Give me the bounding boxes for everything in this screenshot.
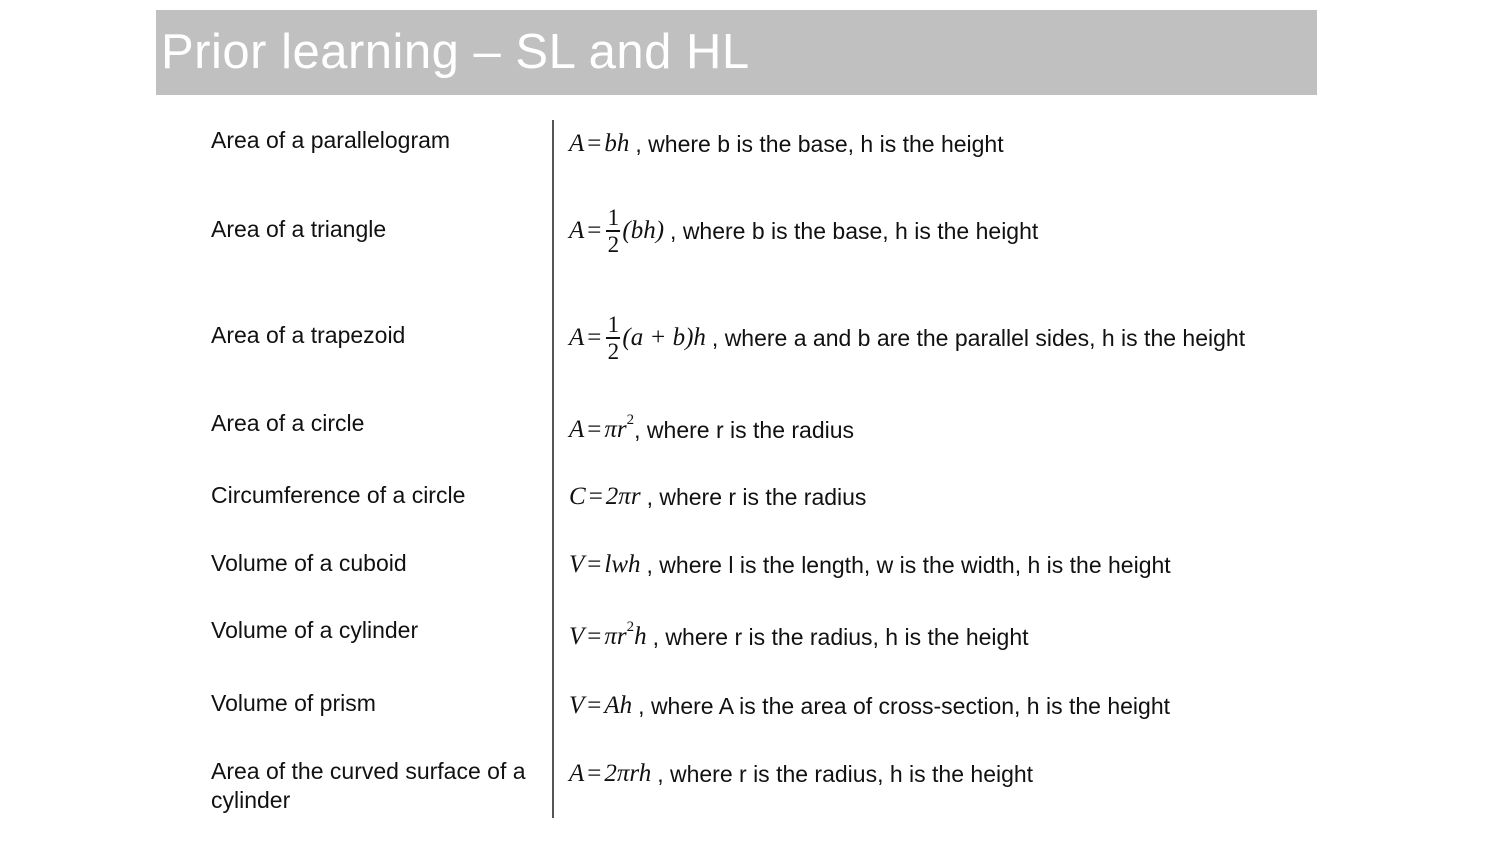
row-label-circumference: Circumference of a circle — [211, 482, 466, 508]
fraction — [606, 206, 620, 256]
formula-cylinder-volume — [569, 620, 1029, 654]
formula-expression: πr — [604, 623, 627, 650]
page-title: Prior learning – SL and HL — [161, 25, 750, 79]
formula-equals: = — [587, 416, 602, 443]
formula-description: , where r is the radius, h is the height — [657, 760, 1034, 787]
formula-lhs: A — [569, 217, 585, 244]
fraction — [606, 313, 620, 363]
formula-prism — [569, 690, 1170, 722]
formula-lhs: V — [569, 692, 585, 719]
formula-lhs: A — [569, 760, 585, 787]
fraction-numerator: 1 — [607, 312, 620, 338]
formula-expression: 2πrh — [604, 760, 652, 787]
row-label-circle-area: Area of a circle — [211, 410, 365, 436]
formula-expression-tail: h — [634, 623, 647, 650]
formula-lhs: A — [569, 130, 585, 157]
formula-lhs: V — [569, 551, 585, 578]
formula-description: , where b is the base, h is the height — [670, 217, 1039, 244]
row-label-cuboid: Volume of a cuboid — [211, 550, 407, 576]
formula-expression: bh — [604, 130, 630, 157]
formula-curved-surface — [569, 758, 1033, 790]
row-label-cylinder-volume: Volume of a cylinder — [211, 617, 419, 643]
title-bar — [156, 10, 1317, 95]
formula-description: , where l is the length, w is the width, h is the height — [646, 551, 1171, 578]
row-label-parallelogram: Area of a parallelogram — [211, 127, 451, 153]
formula-equals: = — [588, 483, 603, 510]
formula-exponent: 2 — [626, 411, 635, 428]
formula-equals: = — [587, 623, 602, 650]
formula-lhs: C — [569, 483, 586, 510]
column-divider — [552, 120, 554, 818]
formula-description: , where b is the base, h is the height — [635, 130, 1004, 157]
formula-cuboid — [569, 549, 1171, 581]
formula-equals: = — [587, 217, 602, 244]
formula-lhs: A — [569, 324, 585, 351]
formula-equals: = — [587, 130, 602, 157]
row-label-prism: Volume of prism — [211, 690, 376, 716]
formula-equals: = — [587, 551, 602, 578]
formula-equals: = — [587, 324, 602, 351]
formula-equals: = — [587, 760, 602, 787]
formula-expression: 2πr — [605, 483, 641, 510]
formula-expression: (bh) — [622, 217, 665, 244]
formula-circle-area — [569, 413, 854, 447]
fraction-numerator: 1 — [607, 205, 620, 231]
formula-lhs: V — [569, 623, 585, 650]
formula-expression: lwh — [604, 551, 641, 578]
formula-circumference — [569, 481, 866, 513]
row-label-trapezoid: Area of a trapezoid — [211, 322, 406, 348]
formula-description: , where r is the radius — [634, 416, 855, 443]
formula-expression: Ah — [604, 692, 633, 719]
formula-expression: (a + b)h — [622, 324, 706, 351]
formula-description: , where A is the area of cross-section, h is the height — [638, 692, 1171, 719]
formula-equals: = — [587, 692, 602, 719]
row-label-triangle: Area of a triangle — [211, 216, 387, 242]
formula-trapezoid — [569, 307, 1245, 369]
fraction-denominator: 2 — [607, 231, 620, 257]
formula-parallelogram — [569, 128, 1004, 160]
formula-description: , where r is the radius — [646, 483, 867, 510]
row-label-curved-surface: Area of the curved surface of a cylinder — [211, 758, 526, 813]
formula-lhs: A — [569, 416, 585, 443]
fraction-denominator: 2 — [607, 338, 620, 364]
formula-triangle — [569, 200, 1038, 262]
formula-exponent: 2 — [626, 618, 635, 635]
formula-expression: πr — [604, 416, 627, 443]
formula-description: , where r is the radius, h is the height — [652, 623, 1029, 650]
formula-description: , where a and b are the parallel sides, h is the height — [711, 324, 1246, 351]
